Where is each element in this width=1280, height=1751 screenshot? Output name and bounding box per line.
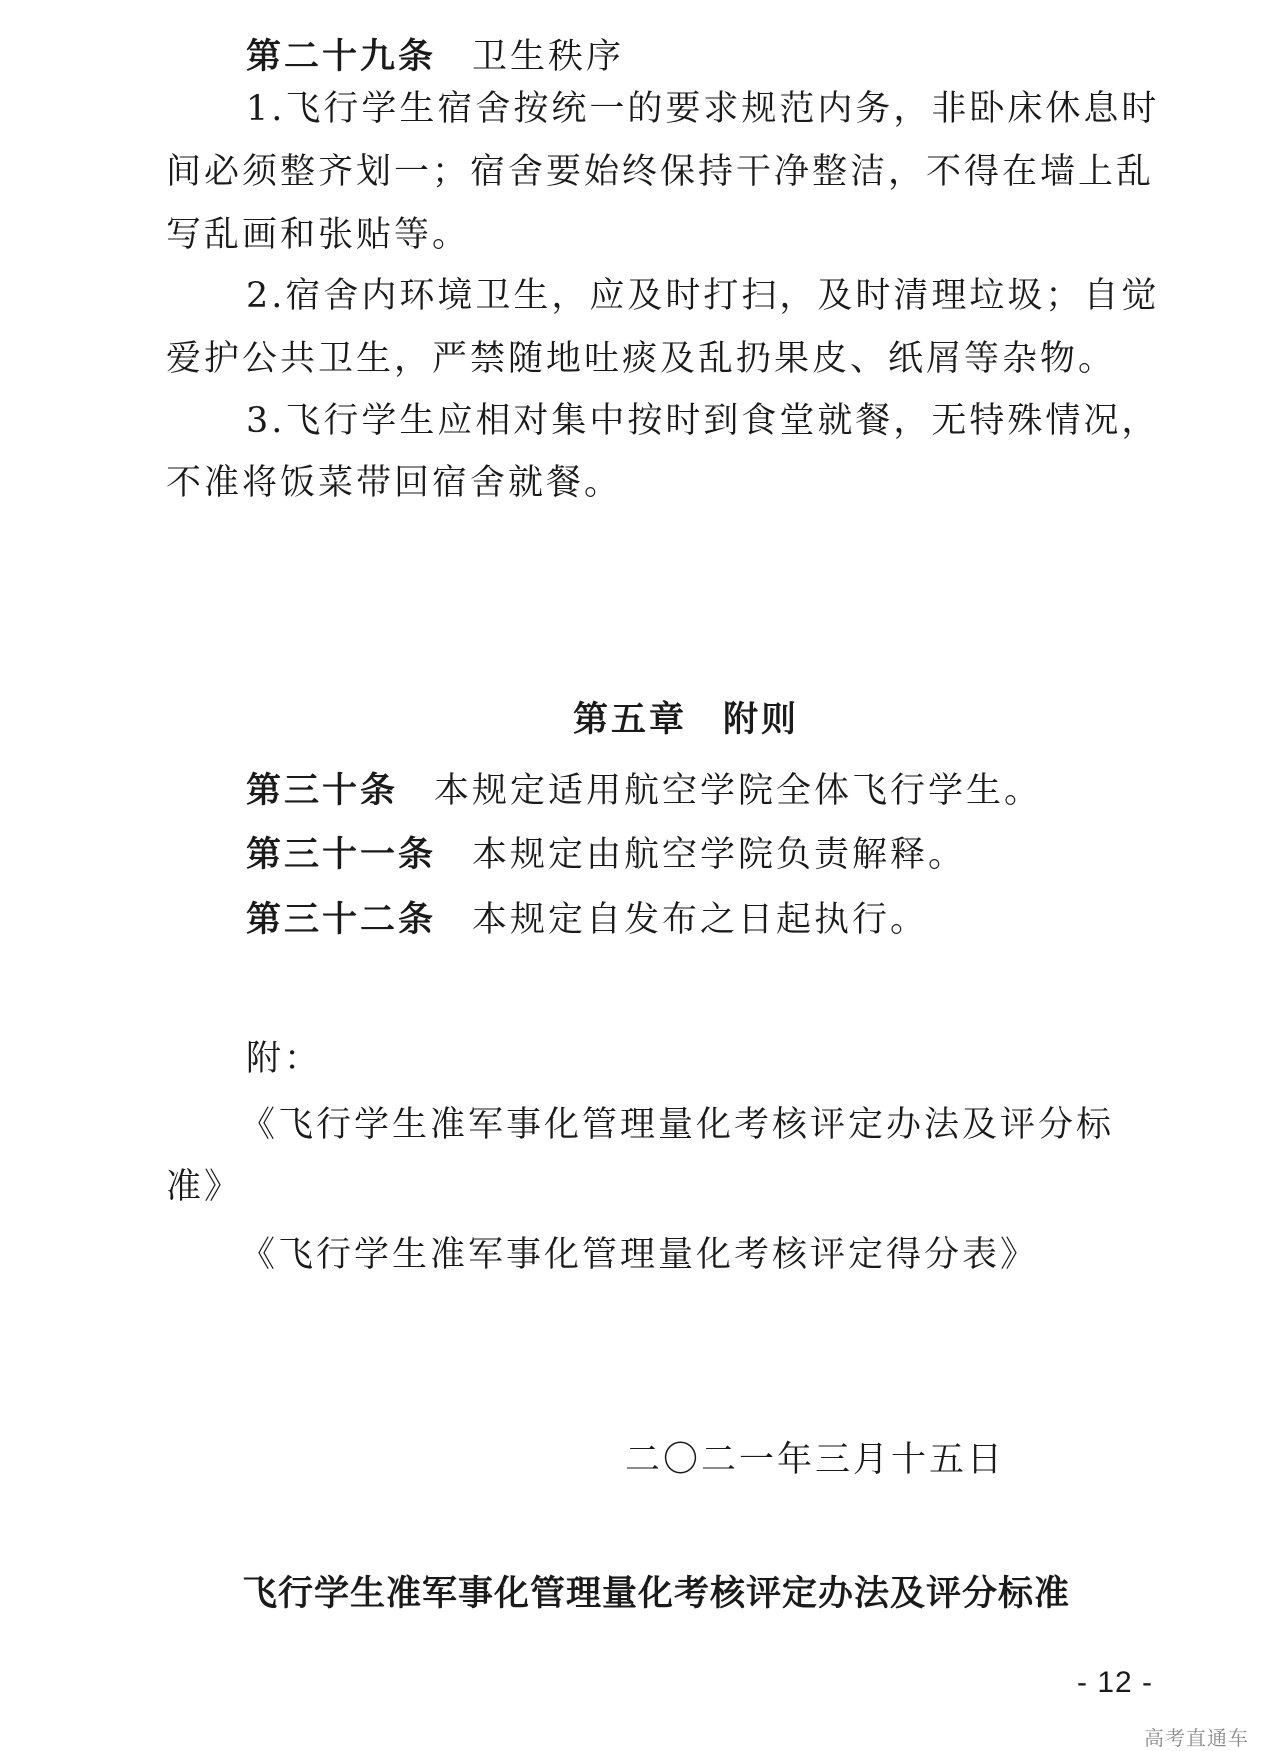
attachment-item-continuation: 准》: [166, 1167, 243, 1207]
document-date: 二〇二一年三月十五日: [625, 1440, 1006, 1480]
paragraph-line: 2.宿舍内环境卫生，应及时打扫，及时清理垃圾；自觉: [246, 276, 1160, 316]
article-31-heading: 第三十一条: [246, 835, 437, 875]
paragraph-line: 1.飞行学生宿舍按统一的要求规范内务，非卧床休息时: [246, 89, 1160, 129]
attachments-label: 附：: [246, 1039, 323, 1079]
article-30-heading: 第三十条: [246, 771, 399, 811]
paragraph-line: 间必须整齐划一；宿舍要始终保持干净整洁，不得在墙上乱: [166, 152, 1155, 192]
article-32-text: 本规定自发布之日起执行。: [472, 900, 929, 940]
article-32-heading: 第三十二条: [246, 900, 437, 940]
next-section-title: 飞行学生准军事化管理量化考核评定办法及评分标准: [242, 1574, 1071, 1614]
article-29-heading: 第二十九条: [246, 37, 437, 77]
chapter-5-heading: 第五章: [573, 700, 688, 740]
article-29-heading-line: [246, 37, 625, 77]
article-31-text: 本规定由航空学院负责解释。: [472, 835, 967, 875]
chapter-5-heading-line: [573, 700, 800, 740]
article-29-title: 卫生秩序: [472, 37, 625, 77]
paragraph-line: 3.飞行学生应相对集中按时到食堂就餐，无特殊情况，: [246, 401, 1160, 441]
article-30-text: 本规定适用航空学院全体飞行学生。: [434, 771, 1043, 811]
article-31-line: [246, 835, 967, 875]
paragraph-line: 写乱画和张贴等。: [166, 215, 471, 255]
article-30-line: [246, 771, 1043, 811]
attachment-item: 《飞行学生准军事化管理量化考核评定办法及评分标: [240, 1105, 1115, 1145]
attachment-item: 《飞行学生准军事化管理量化考核评定得分表》: [240, 1235, 1039, 1275]
chapter-5-title: 附则: [723, 700, 800, 740]
watermark-text: 高考直通车: [1144, 1726, 1249, 1750]
article-32-line: [246, 900, 929, 940]
paragraph-line: 爱护公共卫生，严禁随地吐痰及乱扔果皮、纸屑等杂物。: [166, 339, 1117, 379]
page-number: - 12 -: [1077, 1666, 1154, 1699]
paragraph-line: 不准将饭菜带回宿舍就餐。: [166, 463, 623, 503]
